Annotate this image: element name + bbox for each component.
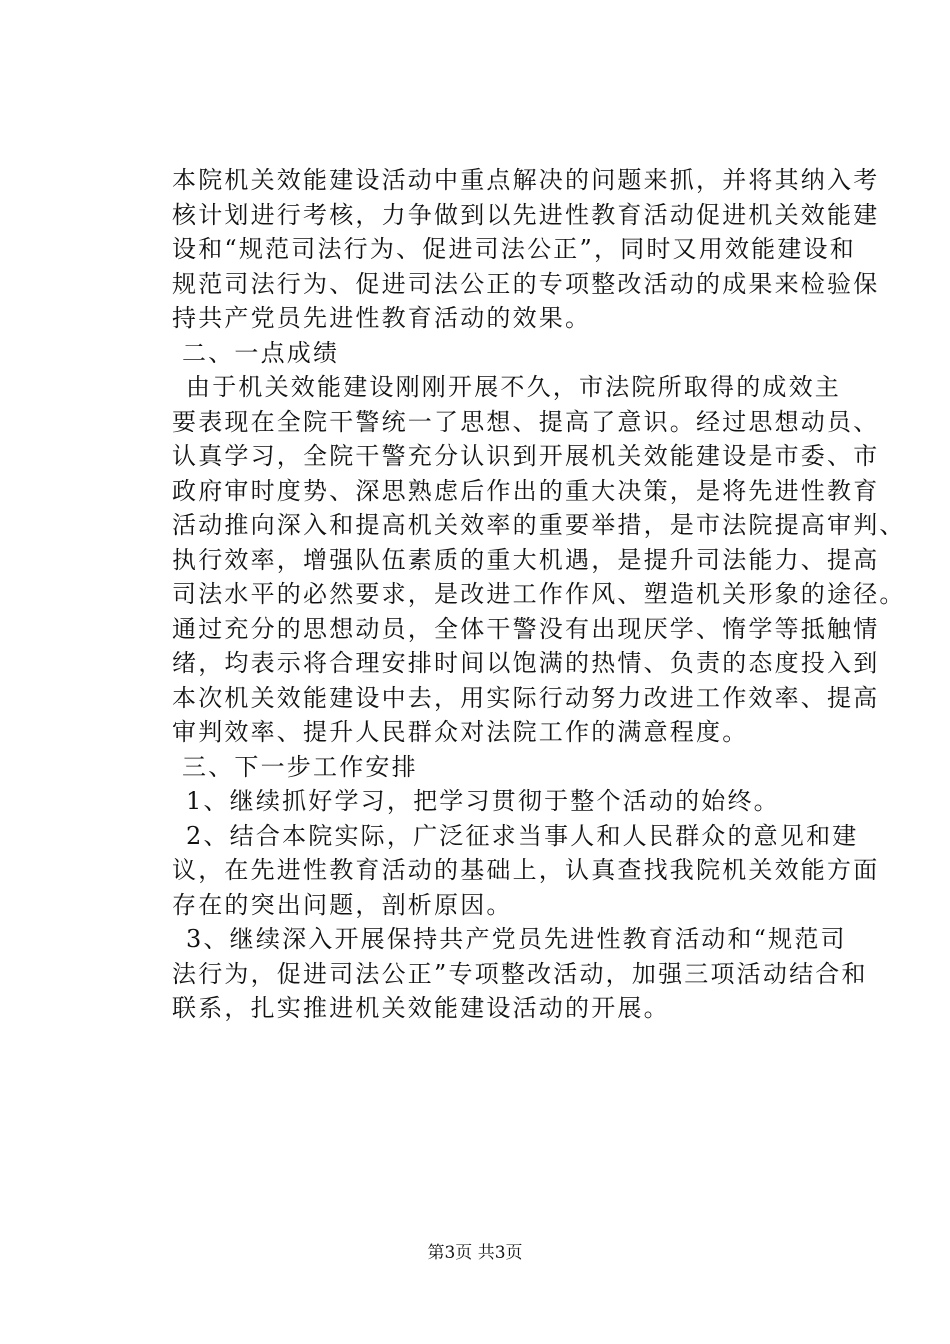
body-line: 本院机关效能建设活动中重点解决的问题来抓，并将其纳入考 bbox=[172, 166, 880, 194]
section-heading: 三、下一步工作安排 bbox=[182, 752, 418, 781]
body-line: 持共产党员先进性教育活动的效果。 bbox=[172, 304, 592, 332]
body-line: 设和“规范司法行为、促进司法公正”，同时又用效能建设和 bbox=[172, 235, 856, 263]
body-line: 存在的突出问题，剖析原因。 bbox=[172, 890, 513, 919]
page-footer bbox=[0, 1242, 950, 1264]
body-line: 绪，均表示将合理安排时间以饱满的热情、负责的态度投入到 bbox=[172, 649, 880, 677]
list-item: 1、继续抓好学习，把学习贯彻于整个活动的始终。 bbox=[186, 787, 780, 815]
body-line: 由于机关效能建设刚刚开展不久，市法院所取得的成效主 bbox=[186, 373, 841, 401]
body-line: 核计划进行考核，力争做到以先进性教育活动促进机关效能建 bbox=[172, 200, 880, 229]
section-heading: 二、一点成绩 bbox=[182, 338, 340, 367]
body-line: 审判效率、提升人民群众对法院工作的满意程度。 bbox=[172, 718, 749, 746]
body-line: 法行为，促进司法公正”专项整改活动，加强三项活动结合和 bbox=[172, 959, 868, 988]
body-line: 政府审时度势、深思熟虑后作出的重大决策，是将先进性教育 bbox=[172, 476, 880, 505]
body-line: 司法水平的必然要求，是改进工作作风、塑造机关形象的途径。 bbox=[172, 580, 906, 608]
list-item: 2、结合本院实际，广泛征求当事人和人民群众的意见和建 bbox=[186, 821, 859, 850]
body-line: 要表现在全院干警统一了思想、提高了意识。经过思想动员、 bbox=[172, 407, 880, 436]
body-line: 联系，扎实推进机关效能建设活动的开展。 bbox=[172, 994, 670, 1022]
document-body bbox=[172, 163, 906, 1026]
body-line: 执行效率，增强队伍素质的重大机遇，是提升司法能力、提高 bbox=[172, 545, 880, 574]
body-line: 本次机关效能建设中去，用实际行动努力改进工作效率、提高 bbox=[172, 683, 880, 712]
page-number-label: 第3页 共3页 bbox=[427, 1243, 523, 1263]
body-line: 规范司法行为、促进司法公正的专项整改活动的成果来检验保 bbox=[172, 269, 880, 298]
body-line: 通过充分的思想动员，全体干警没有出现厌学、惰学等抵触情 bbox=[172, 614, 880, 643]
body-line: 认真学习，全院干警充分认识到开展机关效能建设是市委、市 bbox=[172, 442, 880, 470]
list-item: 3、继续深入开展保持共产党员先进性教育活动和“规范司 bbox=[186, 925, 847, 953]
body-line: 议，在先进性教育活动的基础上，认真查找我院机关效能方面 bbox=[172, 856, 880, 884]
body-line: 活动推向深入和提高机关效率的重要举措，是市法院提高审判、 bbox=[172, 511, 906, 539]
